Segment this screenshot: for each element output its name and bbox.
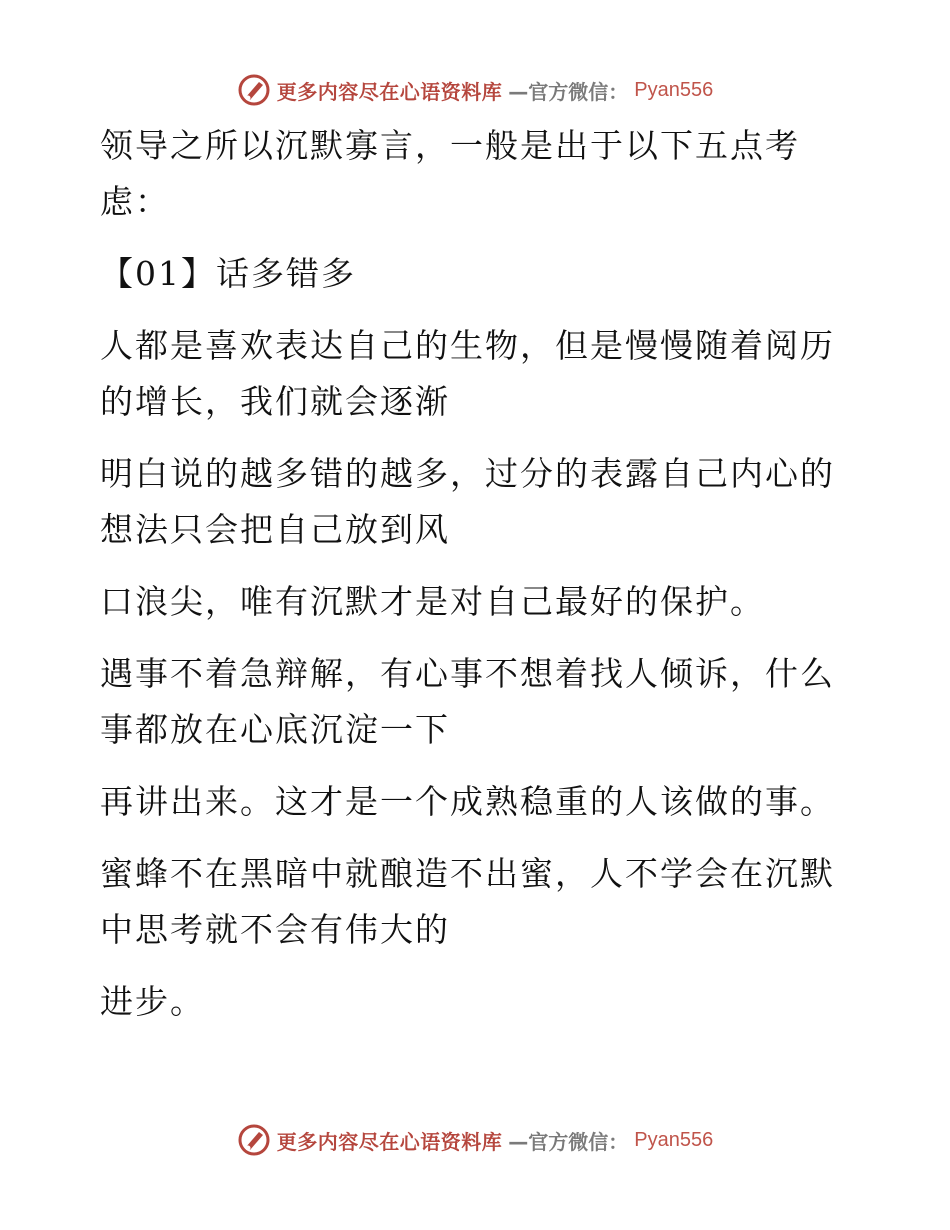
paragraph-line: 领导之所以沉默寡言，一般是出于以下五点考	[100, 126, 800, 165]
paragraph-line: 人都是喜欢表达自己的生物，但是慢慢随着阅历	[100, 326, 835, 365]
section-heading: 【01】话多错多	[100, 254, 356, 293]
paragraph-line: 中思考就不会有伟大的	[100, 910, 450, 949]
header-brand-text: 更多内容尽在心语资料库	[276, 79, 503, 104]
paragraph-line: 虑：	[100, 182, 170, 221]
paragraph-line: 进步。	[100, 982, 205, 1021]
paragraph-line: 口浪尖，唯有沉默才是对自己最好的保护。	[100, 582, 765, 621]
footer-watermark	[237, 1123, 713, 1157]
paragraph-line: 事都放在心底沉淀一下	[100, 710, 450, 749]
pen-logo-icon	[237, 1123, 271, 1157]
paragraph-line: 的增长，我们就会逐渐	[100, 382, 450, 421]
document-body	[100, 118, 840, 1030]
header-wechat-label: —官方微信：	[508, 79, 629, 104]
paragraph-line: 遇事不着急辩解，有心事不想着找人倾诉，什么	[100, 654, 835, 693]
paragraph-line: 想法只会把自己放到风	[100, 510, 450, 549]
paragraph-line: 再讲出来。这才是一个成熟稳重的人该做的事。	[100, 782, 835, 821]
header-wechat-id: Pyan556	[634, 78, 714, 101]
page-footer	[0, 1120, 950, 1160]
footer-wechat-label: —官方微信：	[508, 1129, 629, 1154]
pen-logo-icon	[237, 73, 271, 107]
paragraph-line: 明白说的越多错的越多，过分的表露自己内心的	[100, 454, 835, 493]
header-watermark	[237, 73, 713, 107]
paragraph-line: 蜜蜂不在黑暗中就酿造不出蜜，人不学会在沉默	[100, 854, 835, 893]
footer-brand-text: 更多内容尽在心语资料库	[276, 1129, 503, 1154]
footer-wechat-id: Pyan556	[634, 1128, 714, 1151]
page-header	[0, 70, 950, 110]
